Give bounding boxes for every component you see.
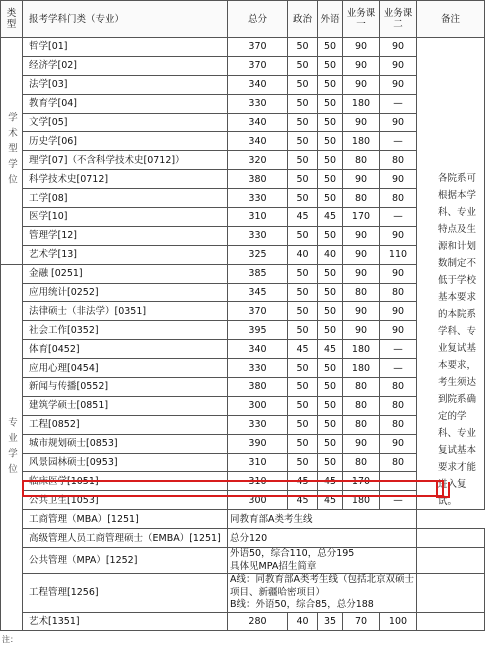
mpa-line-1: 外语50，综合110，总分195	[230, 548, 355, 560]
table-row	[1, 56, 485, 75]
foreign-score: 50	[318, 415, 343, 434]
foreign-score: 45	[318, 208, 343, 227]
total-score: 310	[228, 453, 288, 472]
course2-score: —	[380, 472, 417, 491]
course1-score: 80	[343, 151, 380, 170]
foreign-score: 50	[318, 56, 343, 75]
politics-score: 45	[288, 208, 318, 227]
course1-score: 90	[343, 321, 380, 340]
table-row	[1, 359, 485, 378]
table-row	[1, 283, 485, 302]
subject-name: 工程管理[1256]	[23, 574, 228, 613]
subject-name: 教育学[04]	[23, 94, 228, 113]
table-row	[1, 189, 485, 208]
total-score: 330	[228, 94, 288, 113]
foreign-score: 50	[318, 151, 343, 170]
table-row	[1, 529, 485, 548]
subject-name: 工学[08]	[23, 189, 228, 208]
table-row	[1, 415, 485, 434]
table-row	[1, 94, 485, 113]
subject-name: 理学[07]（不含科学技术史[0712]）	[23, 151, 228, 170]
table-row	[1, 38, 485, 57]
subject-name: 风景园林硕士[0953]	[23, 453, 228, 472]
subject-name: 历史学[06]	[23, 132, 228, 151]
course1-score: 80	[343, 189, 380, 208]
table-row	[1, 548, 485, 574]
course2-score: 90	[380, 113, 417, 132]
total-score: 300	[228, 396, 288, 415]
politics-score: 50	[288, 56, 318, 75]
group-label-academic: 学术型学位	[1, 38, 23, 265]
table-row	[1, 113, 485, 132]
subject-name: 城市规划硕士[0853]	[23, 434, 228, 453]
table-row	[1, 612, 485, 631]
foreign-score: 50	[318, 359, 343, 378]
table-row	[1, 574, 485, 613]
politics-score: 50	[288, 226, 318, 245]
course1-score: 180	[343, 340, 380, 359]
course1-score: 90	[343, 226, 380, 245]
total-score: 310	[228, 208, 288, 227]
total-score: 340	[228, 340, 288, 359]
politics-score: 50	[288, 283, 318, 302]
course1-score: 90	[343, 302, 380, 321]
politics-score: 50	[288, 415, 318, 434]
subject-name: 艺术[1351]	[23, 612, 228, 631]
foreign-score: 50	[318, 378, 343, 397]
course1-score: 170	[343, 208, 380, 227]
subject-name: 工程[0852]	[23, 415, 228, 434]
course1-score: 90	[343, 245, 380, 264]
foreign-score: 50	[318, 283, 343, 302]
header-category: 报考学科门类（专业）	[23, 1, 228, 38]
course2-score: 80	[380, 453, 417, 472]
course1-score: 90	[343, 113, 380, 132]
politics-score: 50	[288, 359, 318, 378]
foreign-score: 50	[318, 38, 343, 57]
course1-score: 180	[343, 359, 380, 378]
total-score: 395	[228, 321, 288, 340]
course1-score: 80	[343, 396, 380, 415]
subject-name: 新闻与传播[0552]	[23, 378, 228, 397]
course1-score: 80	[343, 283, 380, 302]
course2-score: —	[380, 208, 417, 227]
subject-name: 哲学[01]	[23, 38, 228, 57]
course2-score: 90	[380, 302, 417, 321]
course2-score: 90	[380, 75, 417, 94]
subject-name: 医学[10]	[23, 208, 228, 227]
subject-name: 科学技术史[0712]	[23, 170, 228, 189]
emba-requirement: 总分120	[228, 529, 417, 548]
remark-cell-bottom	[417, 529, 485, 548]
total-score: 320	[228, 151, 288, 170]
foreign-score: 50	[318, 434, 343, 453]
course1-score: 180	[343, 491, 380, 510]
politics-score: 50	[288, 38, 318, 57]
foreign-score: 45	[318, 340, 343, 359]
course2-score: 100	[380, 612, 417, 631]
eng-requirement	[228, 574, 417, 613]
eng-line-2: B线：外语50，综合85，总分188	[230, 599, 374, 611]
foreign-score: 50	[318, 264, 343, 283]
table-row	[1, 245, 485, 264]
politics-score: 45	[288, 472, 318, 491]
subject-name: 体育[0452]	[23, 340, 228, 359]
politics-score: 50	[288, 132, 318, 151]
foreign-score: 50	[318, 321, 343, 340]
course1-score: 90	[343, 75, 380, 94]
course1-score: 90	[343, 38, 380, 57]
group-label-professional: 专业学位	[1, 264, 23, 631]
subject-name: 法律硕士（非法学）[0351]	[23, 302, 228, 321]
course2-score: 80	[380, 415, 417, 434]
course2-score: 90	[380, 170, 417, 189]
politics-score: 50	[288, 170, 318, 189]
table-row	[1, 226, 485, 245]
course1-score: 80	[343, 378, 380, 397]
header-row	[1, 1, 485, 38]
politics-score: 40	[288, 245, 318, 264]
course2-score: 80	[380, 378, 417, 397]
table-row	[1, 378, 485, 397]
course1-score: 170	[343, 472, 380, 491]
course2-score: 90	[380, 321, 417, 340]
course2-score: —	[380, 132, 417, 151]
course2-score: 90	[380, 264, 417, 283]
politics-score: 50	[288, 302, 318, 321]
total-score: 330	[228, 189, 288, 208]
politics-score: 50	[288, 396, 318, 415]
mba-requirement: 同教育部A类考生线	[228, 510, 417, 529]
course2-score: 80	[380, 396, 417, 415]
foreign-score: 50	[318, 302, 343, 321]
header-course2: 业务课二	[380, 1, 417, 38]
course1-score: 90	[343, 264, 380, 283]
eng-line-1: A线：同教育部A类考生线（包括北京双硕士项目、新疆哈密项目）	[230, 574, 414, 598]
table-row	[1, 434, 485, 453]
course2-score: 80	[380, 189, 417, 208]
course2-score: 90	[380, 226, 417, 245]
table-row	[1, 264, 485, 283]
subject-name: 文学[05]	[23, 113, 228, 132]
subject-name: 工商管理（MBA）[1251]	[23, 510, 228, 529]
course2-score: 110	[380, 245, 417, 264]
total-score: 385	[228, 264, 288, 283]
subject-name: 公共卫生[1053]	[23, 491, 228, 510]
header-type: 类型	[1, 1, 23, 38]
politics-score: 50	[288, 94, 318, 113]
course1-score: 80	[343, 415, 380, 434]
total-score: 345	[228, 283, 288, 302]
subject-name: 建筑学硕士[0851]	[23, 396, 228, 415]
foreign-score: 50	[318, 453, 343, 472]
foreign-score: 50	[318, 189, 343, 208]
header-course1: 业务课一	[343, 1, 380, 38]
politics-score: 50	[288, 434, 318, 453]
remark-text: 各院系可根据本学科、专业特点及生源和计划数制定不低于学校基本要求的本院系学科、专业复试基本要求，考生须达到院系确定的学科、专业复试基本要求才能进入复试。	[438, 173, 477, 507]
table-row	[1, 151, 485, 170]
remark-cell-empty	[417, 612, 485, 631]
politics-score: 50	[288, 113, 318, 132]
total-score: 280	[228, 612, 288, 631]
foreign-score: 50	[318, 226, 343, 245]
remark-cell-empty	[417, 574, 485, 613]
total-score: 330	[228, 226, 288, 245]
subject-name: 社会工作[0352]	[23, 321, 228, 340]
total-score: 340	[228, 75, 288, 94]
politics-score: 50	[288, 453, 318, 472]
course2-score: 80	[380, 151, 417, 170]
politics-score: 50	[288, 321, 318, 340]
subject-name: 经济学[02]	[23, 56, 228, 75]
mpa-requirement	[228, 548, 417, 574]
course2-score: —	[380, 94, 417, 113]
total-score: 370	[228, 302, 288, 321]
table-row	[1, 302, 485, 321]
course2-score: —	[380, 491, 417, 510]
total-score: 380	[228, 378, 288, 397]
politics-score: 50	[288, 189, 318, 208]
foreign-score: 50	[318, 75, 343, 94]
foreign-score: 50	[318, 396, 343, 415]
remark-cell-empty	[417, 548, 485, 574]
foreign-score: 35	[318, 612, 343, 631]
header-total: 总分	[228, 1, 288, 38]
header-foreign: 外语	[318, 1, 343, 38]
table-row	[1, 510, 485, 529]
table-row	[1, 453, 485, 472]
politics-score: 40	[288, 612, 318, 631]
total-score: 390	[228, 434, 288, 453]
subject-name: 管理学[12]	[23, 226, 228, 245]
course2-score: —	[380, 359, 417, 378]
course1-score: 90	[343, 170, 380, 189]
subject-name: 公共管理（MPA）[1252]	[23, 548, 228, 574]
politics-score: 50	[288, 75, 318, 94]
course1-score: 70	[343, 612, 380, 631]
subject-name: 高级管理人员工商管理硕士（EMBA）[1251]	[23, 529, 228, 548]
foreign-score: 40	[318, 245, 343, 264]
subject-name: 艺术学[13]	[23, 245, 228, 264]
table-row	[1, 208, 485, 227]
foreign-score: 50	[318, 132, 343, 151]
table-row	[1, 472, 485, 491]
foreign-score: 50	[318, 113, 343, 132]
subject-name: 应用统计[0252]	[23, 283, 228, 302]
total-score: 325	[228, 245, 288, 264]
total-score: 310	[228, 472, 288, 491]
footer-note: 注：	[2, 635, 18, 644]
course2-score: 90	[380, 434, 417, 453]
politics-score: 45	[288, 340, 318, 359]
total-score: 370	[228, 56, 288, 75]
course2-score: 90	[380, 56, 417, 75]
course1-score: 90	[343, 434, 380, 453]
header-politics: 政治	[288, 1, 318, 38]
mpa-line-2: 具体见MPA招生简章	[230, 560, 317, 572]
politics-score: 45	[288, 491, 318, 510]
course1-score: 180	[343, 94, 380, 113]
total-score: 330	[228, 359, 288, 378]
total-score: 340	[228, 132, 288, 151]
course2-score: —	[380, 340, 417, 359]
course1-score: 90	[343, 56, 380, 75]
politics-score: 50	[288, 378, 318, 397]
total-score: 300	[228, 491, 288, 510]
header-remark: 备注	[417, 1, 485, 38]
table-row	[1, 340, 485, 359]
table-row	[1, 75, 485, 94]
table-row	[1, 396, 485, 415]
table-row	[1, 491, 485, 510]
foreign-score: 50	[318, 170, 343, 189]
subject-name: 临床医学[1051]	[23, 472, 228, 491]
course2-score: 80	[380, 283, 417, 302]
politics-score: 50	[288, 264, 318, 283]
course1-score: 180	[343, 132, 380, 151]
total-score: 340	[228, 113, 288, 132]
course2-score: 90	[380, 38, 417, 57]
foreign-score: 45	[318, 472, 343, 491]
total-score: 330	[228, 415, 288, 434]
subject-name: 法学[03]	[23, 75, 228, 94]
total-score: 370	[228, 38, 288, 57]
foreign-score: 45	[318, 491, 343, 510]
politics-score: 50	[288, 151, 318, 170]
table-row	[1, 321, 485, 340]
table-row	[1, 132, 485, 151]
table-row	[1, 170, 485, 189]
subject-name: 应用心理[0454]	[23, 359, 228, 378]
foreign-score: 50	[318, 94, 343, 113]
total-score: 380	[228, 170, 288, 189]
subject-name: 金融 [0251]	[23, 264, 228, 283]
course1-score: 80	[343, 453, 380, 472]
